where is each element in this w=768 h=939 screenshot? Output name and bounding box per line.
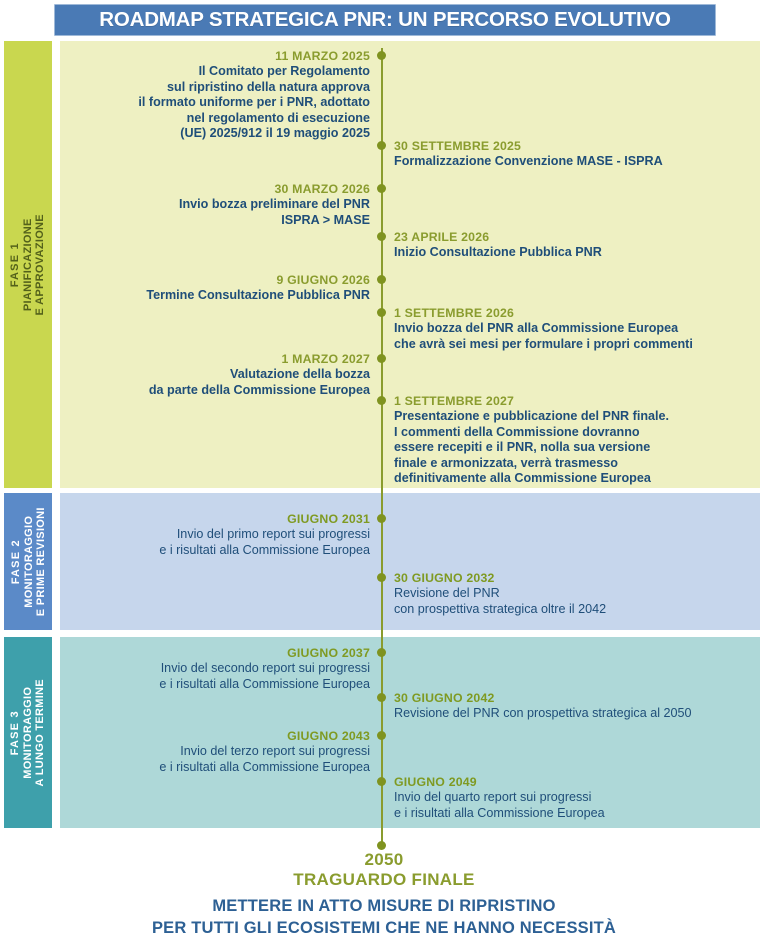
milestone: [149, 352, 370, 398]
phase-number-2: FASE 2: [9, 538, 22, 585]
milestone-dot[interactable]: [377, 232, 386, 241]
milestone-description-line: Invio del quarto report sui progressi: [394, 790, 592, 804]
milestone-description-line: essere recepiti e il PNR, nolla sua versione: [394, 440, 651, 454]
milestone-date: GIUGNO 2031: [287, 512, 370, 526]
milestone-description-line: Revisione del PNR: [394, 586, 500, 600]
milestone-date: 9 GIUGNO 2026: [276, 273, 370, 287]
milestone-dot[interactable]: [377, 396, 386, 405]
phase-tab-3[interactable]: [4, 637, 52, 828]
milestone-description-line: Invio bozza del PNR alla Commissione Europea: [394, 321, 679, 335]
milestone: [159, 729, 370, 775]
milestone-description-line: Inizio Consultazione Pubblica PNR: [394, 245, 602, 259]
footer-statement-line-2: PER TUTTI GLI ECOSISTEMI CHE NE HANNO NECESSITÀ: [151, 919, 617, 937]
milestone-date: 1 MARZO 2027: [281, 352, 370, 366]
milestone-dot[interactable]: [377, 648, 386, 657]
milestone-date: 30 GIUGNO 2032: [394, 571, 495, 585]
milestone-description: [149, 367, 370, 398]
phase-title-line2-1: E APPROVAZIONE: [34, 213, 47, 316]
milestone-description-line: nel regolamento di esecuzione: [186, 110, 370, 125]
page-title: ROADMAP STRATEGICA PNR: UN PERCORSO EVOLUTIVO: [99, 8, 671, 31]
milestone: [394, 775, 605, 821]
milestone-description: [159, 661, 370, 692]
milestone-description-line: Invio del primo report sui progressi: [176, 527, 370, 541]
phase-title-line2-3: A LUNGO TERMINE: [34, 678, 47, 787]
milestone: [159, 646, 370, 692]
milestone-description-line: e i risultati alla Commissione Europea: [159, 676, 370, 691]
milestone-description: [394, 154, 663, 170]
milestone-date: 1 SETTEMBRE 2026: [394, 306, 515, 320]
milestone-description-line: finale e armonizzata, verrà trasmesso: [394, 455, 618, 470]
milestone-description-line: che avrà sei mesi per formulare i propri commenti: [394, 336, 693, 351]
phase-number-1: FASE 1: [9, 241, 22, 288]
footer-statement-line-1: METTERE IN ATTO MISURE DI RIPRISTINO: [212, 897, 556, 915]
milestone: [146, 273, 370, 304]
milestone-description-line: definitivamente alla Commissione Europea: [394, 471, 651, 485]
milestone-description-line: (UE) 2025/912 il 19 maggio 2025: [180, 126, 370, 140]
milestone-date: 30 GIUGNO 2042: [394, 691, 495, 705]
milestone-date: 1 SETTEMBRE 2027: [394, 394, 515, 408]
milestone-dot[interactable]: [377, 693, 386, 702]
milestone-dot[interactable]: [377, 141, 386, 150]
milestone-date: GIUGNO 2043: [287, 729, 370, 743]
milestone-description: [138, 64, 370, 142]
milestone-dot[interactable]: [377, 184, 386, 193]
header-bar: [54, 4, 716, 36]
milestone-date: 11 MARZO 2025: [275, 49, 370, 63]
phase-title-line1-2: MONITORAGGIO: [21, 515, 34, 608]
phase-number-3: FASE 3: [9, 709, 22, 756]
phase-tab-2[interactable]: [4, 493, 52, 630]
footer-goal-label: TRAGUARDO FINALE: [293, 870, 475, 889]
milestone-description-line: da parte della Commissione Europea: [148, 382, 370, 397]
milestone-description-line: I commenti della Commissione dovranno: [394, 424, 640, 439]
milestone-dot[interactable]: [377, 308, 386, 317]
milestone-description-line: Valutazione della bozza: [230, 367, 370, 381]
milestone: [394, 394, 669, 487]
milestone: [394, 139, 663, 170]
milestone-description: [394, 245, 602, 261]
phase-tab-1[interactable]: [4, 41, 52, 488]
milestone-description: [394, 706, 692, 722]
milestone-date: GIUGNO 2037: [287, 646, 370, 660]
milestone-description: [394, 790, 605, 821]
milestone: [394, 571, 606, 617]
milestone-description: [179, 197, 370, 228]
milestone-dot[interactable]: [377, 731, 386, 740]
footer-final-goal: [0, 850, 768, 939]
milestone-description-line: Invio del terzo report sui progressi: [180, 744, 370, 758]
milestone-description-line: Invio del secondo report sui progressi: [160, 661, 370, 675]
phase-tab-label-3: [9, 679, 47, 786]
milestone-description-line: e i risultati alla Commissione Europea: [394, 805, 605, 820]
milestone: [179, 182, 370, 228]
phase-title-line1-3: MONITORAGGIO: [21, 686, 34, 779]
milestone-date: GIUGNO 2049: [394, 775, 477, 789]
milestone: [159, 512, 370, 558]
final-milestone-dot[interactable]: [377, 841, 386, 850]
phase-tab-label-1: [9, 214, 47, 315]
milestone-description-line: Presentazione e pubblicazione del PNR finale.: [394, 409, 670, 423]
timeline-spine: [381, 48, 383, 848]
milestone-description-line: Il Comitato per Regolamento: [198, 64, 370, 78]
milestone-description-line: sul ripristino della natura approva: [167, 79, 370, 94]
milestone-date: 23 APRILE 2026: [394, 230, 490, 244]
milestone-description-line: Formalizzazione Convenzione MASE - ISPRA: [394, 154, 663, 168]
milestone-description-line: Revisione del PNR con prospettiva strategica al 2050: [394, 706, 692, 720]
milestone-dot[interactable]: [377, 573, 386, 582]
milestone: [394, 691, 692, 722]
milestone-dot[interactable]: [377, 275, 386, 284]
milestone: [138, 49, 370, 142]
milestone-description-line: ISPRA > MASE: [281, 212, 370, 227]
milestone-description: [394, 321, 693, 352]
phase-tab-label-2: [9, 507, 47, 616]
milestone-dot[interactable]: [377, 514, 386, 523]
milestone-description-line: Invio bozza preliminare del PNR: [178, 197, 370, 211]
phase-section-2: [0, 493, 768, 630]
milestone-description-line: con prospettiva strategica oltre il 2042: [394, 601, 607, 616]
milestone-date: 30 MARZO 2026: [274, 182, 370, 196]
milestone-description: [159, 744, 370, 775]
milestone-date: 30 SETTEMBRE 2025: [394, 139, 522, 153]
milestone-description: [394, 586, 606, 617]
milestone: [394, 306, 693, 352]
phase-title-line1-1: PIANIFICAZIONE: [21, 218, 34, 311]
milestone-description: [146, 288, 370, 304]
milestone-description-line: e i risultati alla Commissione Europea: [159, 542, 370, 557]
milestone-description: [394, 409, 669, 487]
milestone-dot[interactable]: [377, 51, 386, 60]
milestone-description-line: e i risultati alla Commissione Europea: [159, 759, 370, 774]
milestone: [394, 230, 602, 261]
footer-year: 2050: [364, 850, 404, 869]
milestone-description-line: il formato uniforme per i PNR, adottato: [138, 95, 370, 109]
milestone-description-line: Termine Consultazione Pubblica PNR: [146, 288, 370, 302]
phase-title-line2-2: E PRIME REVISIONI: [34, 506, 47, 617]
milestone-description: [159, 527, 370, 558]
milestone-dot[interactable]: [377, 777, 386, 786]
milestone-dot[interactable]: [377, 354, 386, 363]
